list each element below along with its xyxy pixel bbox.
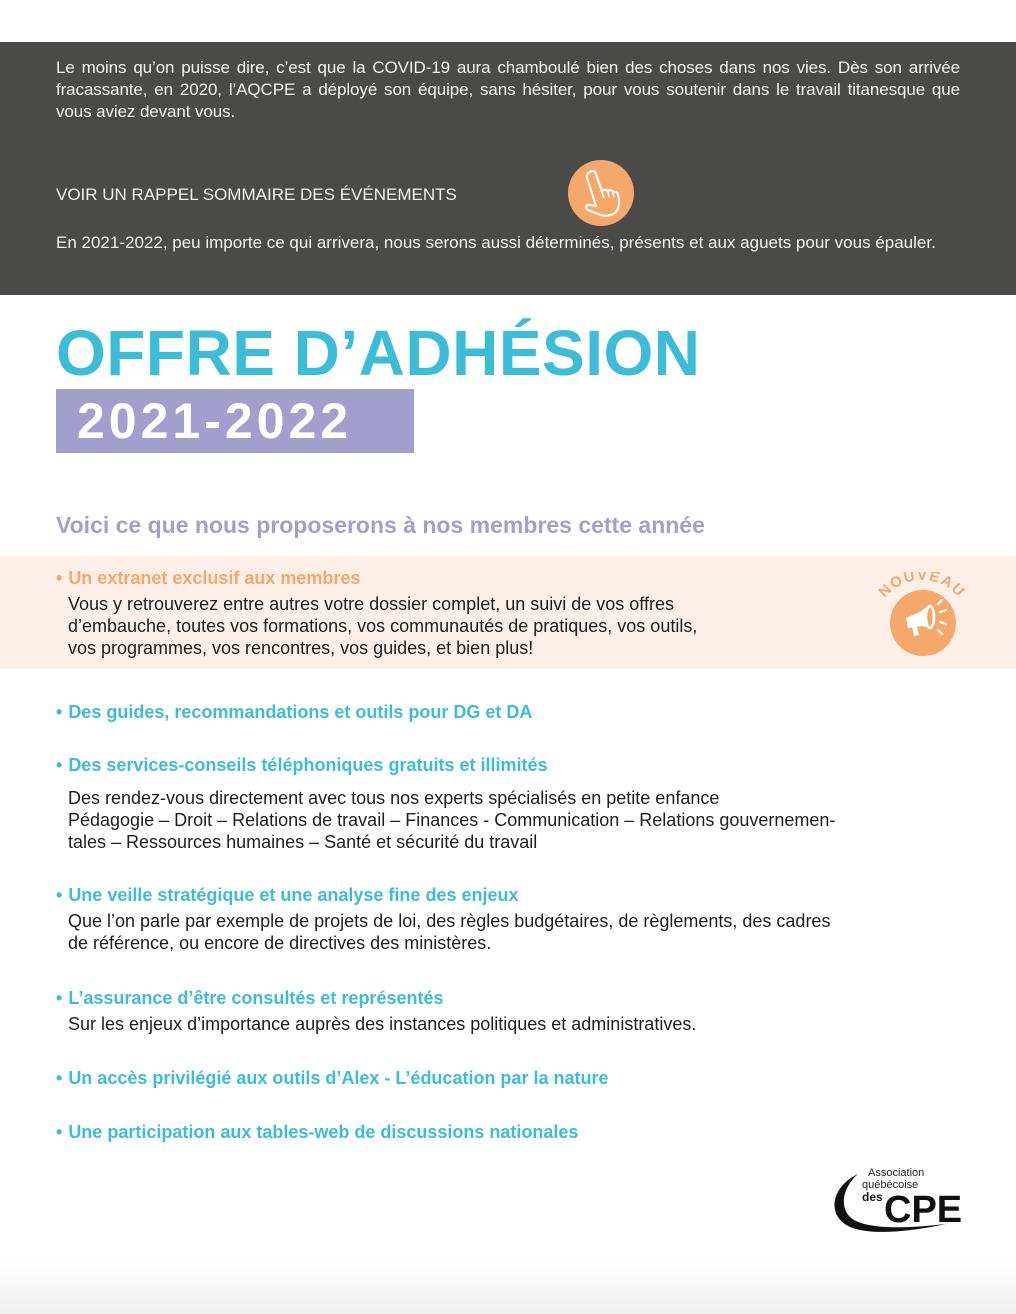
offer-item-services-conseils	[56, 753, 956, 853]
offer-title-text: L’assurance d’être consultés et représentés	[68, 988, 444, 1008]
desc-line: Sur les enjeux d’importance auprès des instances politiques et administratives.	[68, 1014, 697, 1034]
desc-line: vos programmes, vos rencontres, vos guides, et bien plus!	[68, 638, 534, 658]
offer-item-desc	[68, 1013, 956, 1035]
logo-swoosh-icon	[828, 1164, 968, 1236]
events-recap-button[interactable]	[568, 160, 634, 226]
year-label: 2021-2022	[77, 393, 353, 449]
offer-item-desc	[68, 910, 956, 954]
offer-title-text: Une participation aux tables-web de discussions nationales	[68, 1122, 579, 1142]
offer-item-tables-web	[56, 1120, 956, 1144]
logo-line-3: des	[862, 1190, 883, 1204]
megaphone-icon	[868, 572, 976, 668]
events-recap-link[interactable]: VOIR UN RAPPEL SOMMAIRE DES ÉVÉNEMENTS	[56, 185, 457, 204]
offer-item-title	[56, 986, 956, 1010]
offer-item-title	[56, 753, 956, 777]
desc-line: Vous y retrouverez entre autres votre dossier complet, un suivi de vos offres	[68, 594, 674, 614]
bullet: •	[56, 885, 63, 905]
offer-item-title	[56, 1066, 956, 1090]
page-bottom-shadow	[0, 1260, 1016, 1314]
logo-line-2: québécoise	[862, 1179, 919, 1191]
offer-item-assurance	[56, 986, 956, 1035]
desc-line: d’embauche, toutes vos formations, vos communautés de pratiques, vos outils,	[68, 616, 698, 636]
offer-item-desc	[68, 593, 956, 659]
offer-item-title	[56, 883, 956, 907]
offer-item-title	[56, 566, 956, 590]
intro-paragraph: Le moins qu’on puisse dire, c’est que la COVID-19 aura chamboulé bien des choses dans nos vies. Dès son arrivée fracassante, en 2020, l’AQCPE a déployé son équipe, sans hésiter, pour vous soutenir dans le travail titanesque que vous aviez devant vous.	[56, 58, 960, 121]
bullet: •	[56, 1122, 63, 1142]
desc-line: de référence, ou encore de directives des ministères.	[68, 933, 492, 953]
logo-line-4: CPE	[884, 1189, 963, 1231]
offer-title-text: Un accès privilégié aux outils d’Alex - L’éducation par la nature	[68, 1068, 609, 1088]
section-subtitle: Voici ce que nous proposerons à nos membres cette année	[56, 512, 705, 538]
aqcpe-logo	[828, 1164, 968, 1236]
desc-line: tales – Ressources humaines – Santé et sécurité du travail	[68, 832, 538, 852]
offer-item-veille	[56, 883, 956, 954]
nouveau-badge	[868, 572, 976, 668]
offer-item-desc	[68, 787, 956, 853]
desc-line: Des rendez-vous directement avec tous nos experts spécialisés en petite enfance	[68, 788, 720, 808]
future-paragraph: En 2021-2022, peu importe ce qui arrivera, nous serons aussi déterminés, présents et aux aguets pour vous épauler.	[56, 233, 936, 252]
offer-item-alex	[56, 1066, 956, 1090]
offer-title-text: Des guides, recommandations et outils pour DG et DA	[68, 702, 533, 722]
bullet: •	[56, 1068, 63, 1088]
desc-line: Pédagogie – Droit – Relations de travail – Finances - Communication – Relations gouvernemen-	[68, 810, 836, 830]
year-badge	[56, 389, 414, 453]
offer-title-text: Des services-conseils téléphoniques gratuits et illimités	[68, 755, 548, 775]
offer-title-text: Une veille stratégique et une analyse fine des enjeux	[68, 885, 519, 905]
offer-title-text: Un extranet exclusif aux membres	[68, 568, 361, 588]
bullet: •	[56, 988, 63, 1008]
offer-item-extranet	[56, 566, 956, 659]
bullet: •	[56, 755, 63, 775]
offer-item-title	[56, 700, 956, 724]
nouveau-label: NOUVEAU	[875, 572, 969, 601]
bullet: •	[56, 568, 63, 588]
offer-item-title	[56, 1120, 956, 1144]
bullet: •	[56, 702, 63, 722]
page-title: OFFRE D’ADHÉSION	[56, 317, 701, 389]
logo-line-1: Association	[868, 1167, 925, 1179]
pointing-hand-icon	[568, 160, 634, 226]
offer-item-guides	[56, 700, 956, 724]
intro-band	[0, 42, 1016, 295]
desc-line: Que l’on parle par exemple de projets de loi, des règles budgétaires, de règlements, des cadres	[68, 911, 831, 931]
